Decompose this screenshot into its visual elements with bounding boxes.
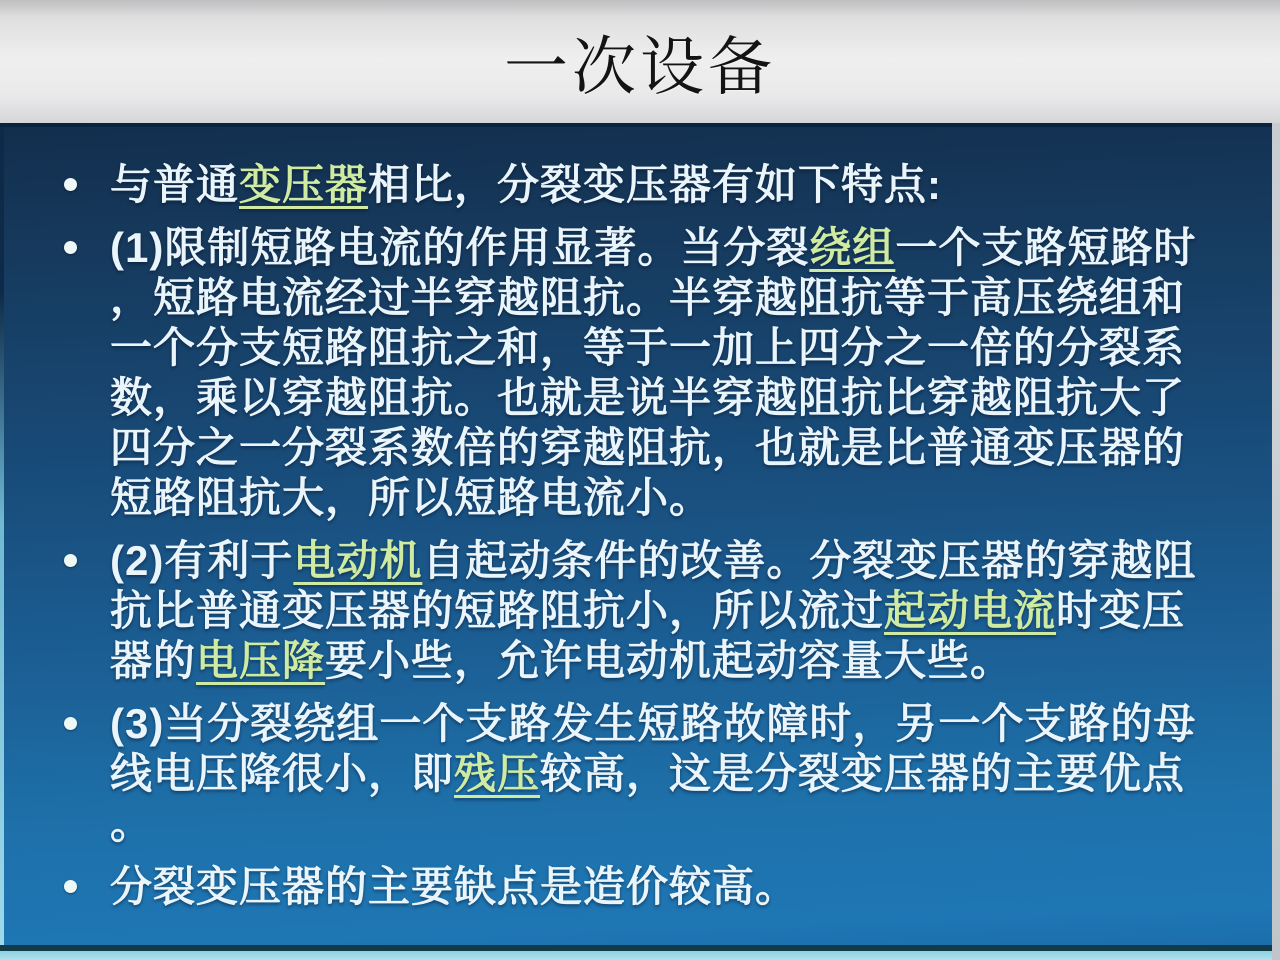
bullet-text [110,223,1200,523]
text-segment: 相比，分裂变压器有如下特点: [368,161,943,208]
text-line [110,473,1200,523]
text-line [110,423,1200,473]
text-segment: 自起动条件的改善。分裂变压器的穿越阻 [422,537,1197,584]
text-line [110,160,1200,210]
text-line [110,799,1200,849]
bullet-item [0,160,1212,210]
bullet-item [0,699,1212,849]
text-line [110,536,1200,586]
bullet-item [0,223,1212,523]
bullet-dot [64,717,77,730]
text-segment: 四分之一分裂系数倍的穿越阻抗，也就是比普通变压器的 [110,424,1186,471]
highlight-term: 电动机 [293,537,423,584]
text-segment: (1)限制短路电流的作用显著。当分裂 [110,224,810,271]
bullet-dot [64,880,77,893]
text-segment: 抗比普通变压器的短路阻抗小，所以流过 [110,587,885,634]
bullet-text [110,536,1200,686]
highlight-term: 残压 [454,750,541,797]
text-segment: 数，乘以穿越阻抗。也就是说半穿越阻抗比穿越阻抗大了 [110,374,1186,421]
text-line [110,273,1200,323]
text-segment: 与普通 [110,161,240,208]
text-segment: 线电压降很小，即 [110,750,455,797]
text-segment: 短路阻抗大，所以短路电流小。 [110,474,713,521]
text-line [110,862,1200,912]
text-segment: 一个支路短路时 [895,224,1197,271]
text-segment: 。 [110,800,154,847]
bullet-item [0,536,1212,686]
text-segment: 较高，这是分裂变压器的主要优点 [540,750,1186,797]
text-segment: (3)当分裂绕组一个支路发生短路故障时，另一个支路的母 [110,700,1197,747]
text-segment: 分裂变压器的主要缺点是造价较高。 [110,863,799,910]
bullet-list [0,160,1212,925]
bullet-dot [64,241,77,254]
text-line [110,323,1200,373]
highlight-term: 电压降 [196,637,326,684]
slide-title: 一次设备 [504,31,776,103]
text-segment: 要小些，允许电动机起动容量大些。 [325,637,1014,684]
text-segment: ，短路电流经过半穿越阻抗。半穿越阻抗等于高压绕组和 [110,274,1186,321]
highlight-term: 变压器 [239,161,369,208]
text-line [110,223,1200,273]
bullet-dot [64,554,77,567]
left-edge-accent [0,293,4,946]
bullet-text [110,862,1200,912]
text-line [110,699,1200,749]
text-line [110,373,1200,423]
text-line [110,636,1200,686]
bullet-text [110,699,1200,849]
text-segment: 器的 [110,637,197,684]
text-segment: (2)有利于 [110,537,294,584]
highlight-term: 起动电流 [884,587,1057,634]
bullet-item [0,862,1212,912]
text-segment: 时变压 [1056,587,1186,634]
bottom-light-strip [0,951,1272,960]
text-line [110,586,1200,636]
bullet-dot [64,178,77,191]
text-segment: 一个分支短路阻抗之和，等于一加上四分之一倍的分裂系 [110,324,1186,371]
highlight-term: 绕组 [809,224,896,271]
content-panel [0,123,1272,960]
title-bar [0,0,1280,123]
bullet-text [110,160,1200,210]
text-line [110,749,1200,799]
